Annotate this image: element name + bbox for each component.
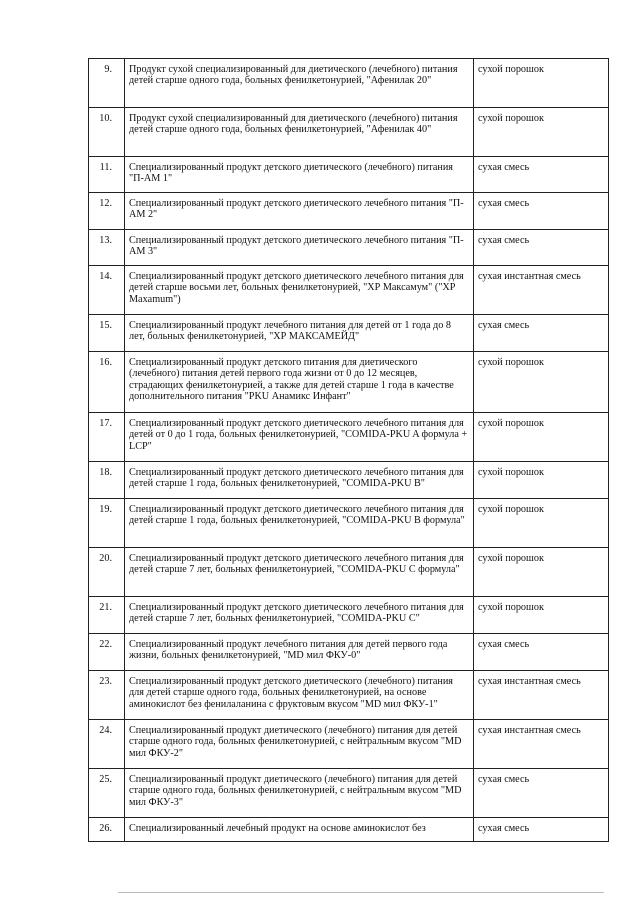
product-form: сухая инстантная смесь <box>474 671 609 720</box>
table-row <box>89 59 609 108</box>
products-table <box>88 58 609 842</box>
table-row <box>89 597 609 634</box>
row-number: 20. <box>89 548 125 597</box>
table-row <box>89 499 609 548</box>
row-number: 21. <box>89 597 125 634</box>
product-name: Специализированный лечебный продукт на основе аминокислот без <box>125 818 474 842</box>
row-number: 26. <box>89 818 125 842</box>
product-name: Специализированный продукт детского диетического лечебного питания для детей старше 7 лет, больных фенилкетонурией, "COMIDA-PKU C" <box>125 597 474 634</box>
product-form: сухая смесь <box>474 193 609 230</box>
product-name: Специализированный продукт лечебного питания для детей от 1 года до 8 лет, больных фенилкетонурией, "ХР МАКСАМЕЙД" <box>125 315 474 352</box>
product-name: Специализированный продукт детского диетического (лечебного) питания для детей старше одного года, больных фенилкетонурией, на основе аминокислот без фенилаланина с фруктовым вкусом "MD мил ФКУ-1" <box>125 671 474 720</box>
product-form: сухая смесь <box>474 634 609 671</box>
row-number: 23. <box>89 671 125 720</box>
row-number: 16. <box>89 352 125 413</box>
table-row <box>89 671 609 720</box>
table-row <box>89 157 609 193</box>
product-form: сухая смесь <box>474 818 609 842</box>
table-row <box>89 413 609 462</box>
product-name: Специализированный продукт детского диетического лечебного питания для детей старше 7 лет, больных фенилкетонурией, "COMIDA-PKU C формула" <box>125 548 474 597</box>
table-row <box>89 462 609 499</box>
product-form: сухой порошок <box>474 548 609 597</box>
table-row <box>89 266 609 315</box>
product-form: сухая инстантная смесь <box>474 266 609 315</box>
page-bottom-rule <box>118 892 604 893</box>
product-name: Специализированный продукт диетического (лечебного) питания для детей старше одного года, больных фенилкетонурией, с нейтральным вкусом "MD мил ФКУ-3" <box>125 769 474 818</box>
product-name: Специализированный продукт детского питания для диетического (лечебного) питания детей первого года жизни от 0 до 12 месяцев, страдающих фенилкетонурией, а также для детей старше 1 года в качестве дополнительного питания "PKU Анамикс Инфант" <box>125 352 474 413</box>
product-form: сухая смесь <box>474 230 609 266</box>
table-row <box>89 193 609 230</box>
product-form: сухой порошок <box>474 413 609 462</box>
products-table-body <box>89 59 609 842</box>
row-number: 11. <box>89 157 125 193</box>
table-row <box>89 352 609 413</box>
product-form: сухой порошок <box>474 108 609 157</box>
product-form: сухая смесь <box>474 157 609 193</box>
row-number: 12. <box>89 193 125 230</box>
table-row <box>89 769 609 818</box>
row-number: 22. <box>89 634 125 671</box>
row-number: 14. <box>89 266 125 315</box>
product-name: Специализированный продукт детского диетического лечебного питания для детей старше восьми лет, больных фенилкетонурией, "ХР Максамум" ("ХР Maxamum") <box>125 266 474 315</box>
product-name: Продукт сухой специализированный для диетического (лечебного) питания детей старше одного года, больных фенилкетонурией, "Афенилак 20" <box>125 59 474 108</box>
product-name: Специализированный продукт детского диетического лечебного питания для детей от 0 до 1 года, больных фенилкетонурией, "COMIDA-PKU A формула + LCP" <box>125 413 474 462</box>
table-row <box>89 230 609 266</box>
table-row <box>89 634 609 671</box>
product-form: сухой порошок <box>474 462 609 499</box>
product-name: Продукт сухой специализированный для диетического (лечебного) питания детей старше одного года, больных фенилкетонурией, "Афенилак 40" <box>125 108 474 157</box>
row-number: 18. <box>89 462 125 499</box>
product-form: сухая смесь <box>474 315 609 352</box>
product-name: Специализированный продукт детского диетического лечебного питания "П-АМ 2" <box>125 193 474 230</box>
product-form: сухой порошок <box>474 597 609 634</box>
product-form: сухая смесь <box>474 769 609 818</box>
product-name: Специализированный продукт диетического (лечебного) питания для детей старше одного года, больных фенилкетонурией, с нейтральным вкусом "MD мил ФКУ-2" <box>125 720 474 769</box>
table-row <box>89 315 609 352</box>
table-row <box>89 818 609 842</box>
product-name: Специализированный продукт детского диетического лечебного питания для детей старше 1 года, больных фенилкетонурией, "COMIDA-PKU B формула" <box>125 499 474 548</box>
row-number: 10. <box>89 108 125 157</box>
table-row <box>89 720 609 769</box>
row-number: 13. <box>89 230 125 266</box>
product-form: сухой порошок <box>474 59 609 108</box>
product-name: Специализированный продукт детского диетического лечебного питания "П-АМ 3" <box>125 230 474 266</box>
product-form: сухая инстантная смесь <box>474 720 609 769</box>
row-number: 17. <box>89 413 125 462</box>
row-number: 19. <box>89 499 125 548</box>
row-number: 25. <box>89 769 125 818</box>
product-name: Специализированный продукт детского диетического (лечебного) питания "П-АМ 1" <box>125 157 474 193</box>
product-name: Специализированный продукт лечебного питания для детей первого года жизни, больных фенилкетонурией, "MD мил ФКУ-0" <box>125 634 474 671</box>
product-name: Специализированный продукт детского диетического лечебного питания для детей старше 1 года, больных фенилкетонурией, "COMIDA-PKU B" <box>125 462 474 499</box>
product-form: сухой порошок <box>474 352 609 413</box>
product-form: сухой порошок <box>474 499 609 548</box>
table-row <box>89 548 609 597</box>
table-row <box>89 108 609 157</box>
row-number: 15. <box>89 315 125 352</box>
row-number: 24. <box>89 720 125 769</box>
row-number: 9. <box>89 59 125 108</box>
